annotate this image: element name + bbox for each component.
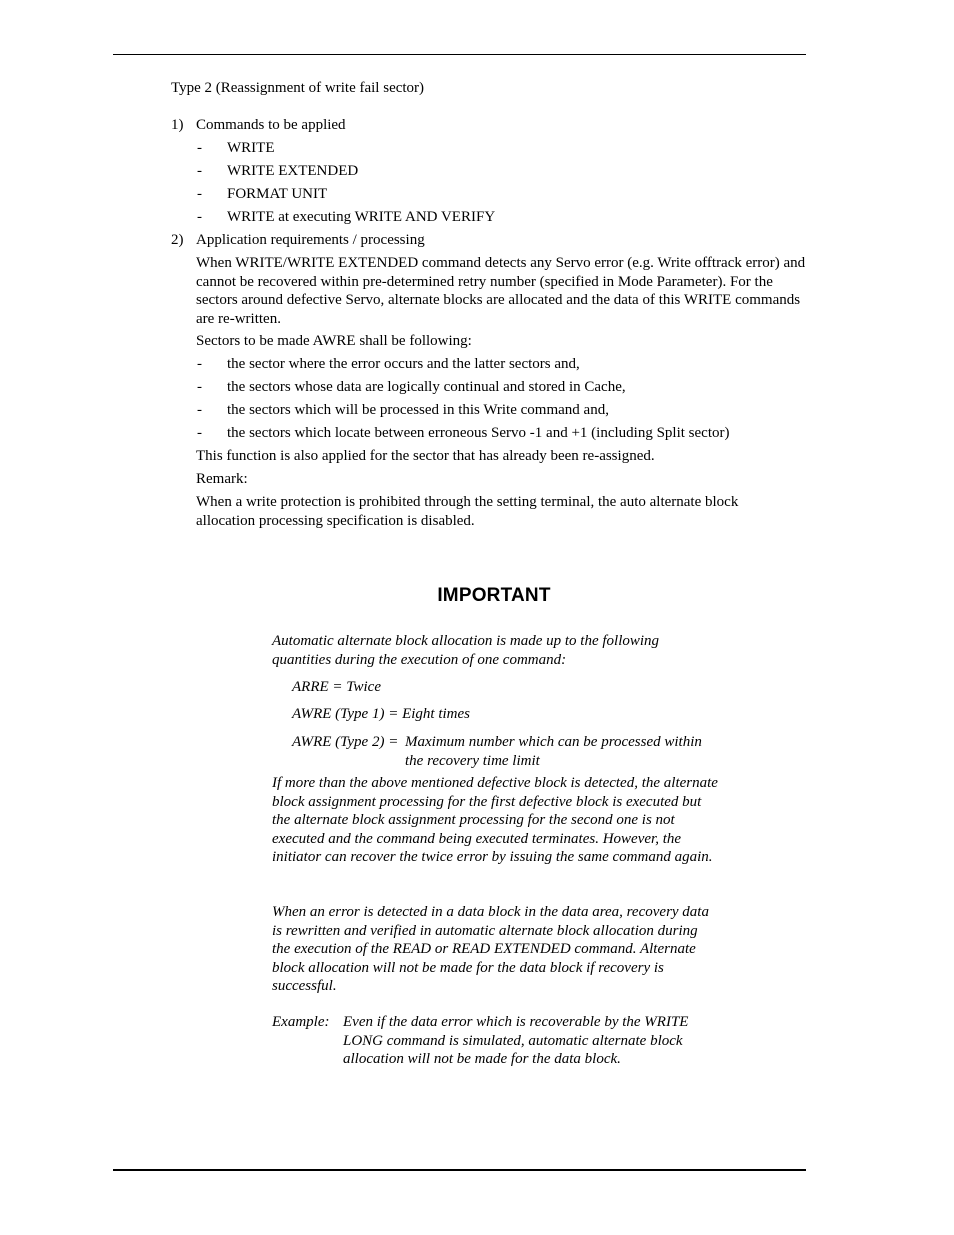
item2-number: 2) bbox=[171, 232, 184, 248]
item1-bullet-4: WRITE at executing WRITE AND VERIFY bbox=[227, 209, 496, 225]
item2-bullet-4: the sectors which locate between erroneous Servo -1 and +1 (including Split sector) bbox=[227, 425, 730, 441]
bullet-dash: - bbox=[197, 140, 202, 156]
important-heading: IMPORTANT bbox=[437, 585, 551, 606]
item2-bullet-2: the sectors whose data are logically continual and stored in Cache, bbox=[227, 379, 626, 395]
important-paragraph-1: If more than the above mentioned defective block is detected, the alternate block assignment processing for the first defective block is executed but the alternate block assignment processing for the second one is not executed and the command being executed terminates. However, the initiator can recover the twice error by issuing the same command again. bbox=[272, 775, 718, 865]
item2-bullet-3: the sectors which will be processed in this Write command and, bbox=[227, 402, 609, 418]
item1-bullet-2: WRITE EXTENDED bbox=[227, 163, 359, 179]
footer-rule bbox=[113, 1169, 806, 1171]
bullet-dash: - bbox=[197, 163, 202, 179]
item1-title: Commands to be applied bbox=[196, 117, 346, 133]
important-paragraph-2: When an error is detected in a data block in the data area, recovery data is rewritten and verified in automatic alternate block allocation during the execution of the READ or READ EXTENDED command. Alternate block allocation will not be made for the data block if recovery is successful. bbox=[272, 904, 709, 994]
item2-bullet-1: the sector where the error occurs and the latter sectors and, bbox=[227, 356, 580, 372]
remark-text: When a write protection is prohibited through the setting terminal, the auto alternate block allocation processing specification is disabled. bbox=[196, 494, 739, 529]
bullet-dash: - bbox=[197, 356, 202, 372]
bullet-dash: - bbox=[197, 186, 202, 202]
item1-bullet-1: WRITE bbox=[227, 140, 275, 156]
item2-title: Application requirements / processing bbox=[196, 232, 425, 248]
item1-bullet-3: FORMAT UNIT bbox=[227, 186, 328, 202]
example-text: Even if the data error which is recoverable by the WRITE LONG command is simulated, automatic alternate block allocation will not be made for the data block. bbox=[343, 1014, 689, 1067]
important-awre-type1: AWRE (Type 1) = Eight times bbox=[292, 706, 470, 722]
header-rule bbox=[113, 54, 806, 55]
section-title: Type 2 (Reassignment of write fail sector) bbox=[171, 80, 425, 96]
important-intro: Automatic alternate block allocation is made up to the following quantities during the execution of one command: bbox=[272, 633, 660, 668]
bullet-dash: - bbox=[197, 379, 202, 395]
bullet-dash: - bbox=[197, 209, 202, 225]
bullet-dash: - bbox=[197, 402, 202, 418]
bullet-dash: - bbox=[197, 425, 202, 441]
remark-label: Remark: bbox=[196, 471, 248, 487]
item2-paragraph-1: When WRITE/WRITE EXTENDED command detects any Servo error (e.g. Write offtrack error) and cannot be recovered within pre-determined retry number (specified in Mode Parameter). For the sectors around defective Servo, alternate blocks are allocated and the data of this WRITE commands are re-written. bbox=[196, 255, 806, 327]
important-awre-type2-label: AWRE (Type 2) = bbox=[292, 734, 399, 750]
item1-number: 1) bbox=[171, 117, 184, 133]
example-label: Example: bbox=[272, 1014, 330, 1030]
important-awre-type2-value: Maximum number which can be processed within the recovery time limit bbox=[405, 734, 702, 769]
important-arre: ARRE = Twice bbox=[292, 679, 381, 695]
item2-paragraph-2: Sectors to be made AWRE shall be following: bbox=[196, 333, 472, 349]
item2-paragraph-3: This function is also applied for the sector that has already been re-assigned. bbox=[196, 448, 655, 464]
